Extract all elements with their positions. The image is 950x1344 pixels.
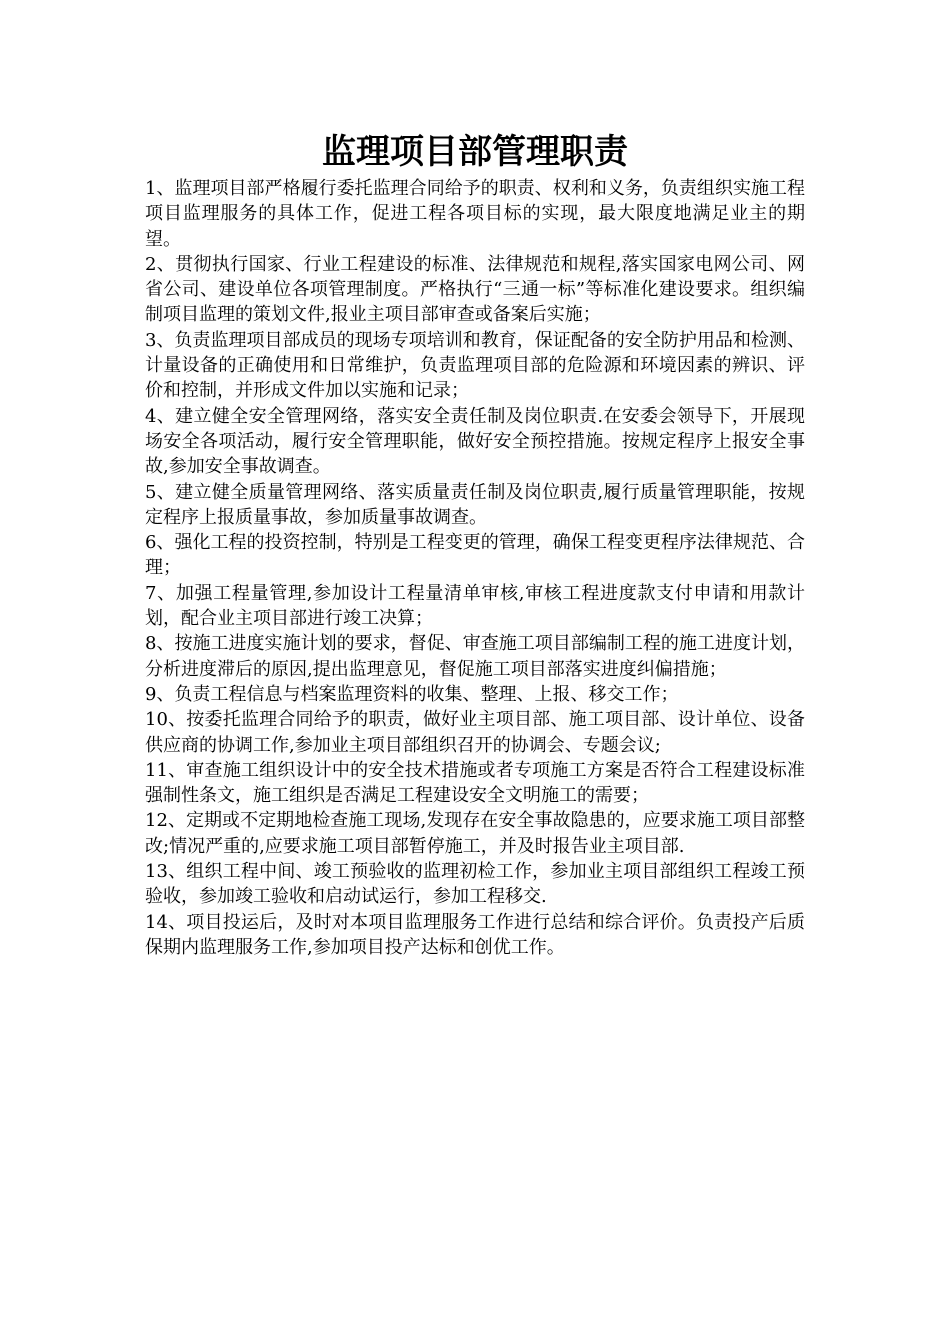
duty-item-13: 13、组织工程中间、竣工预验收的监理初检工作，参加业主项目部组织工程竣工预验收，参加竣工验收和启动试运行，参加工程移交. [145, 861, 805, 908]
duty-item-10: 10、按委托监理合同给予的职责，做好业主项目部、施工项目部、设计单位、设备供应商的协调工作,参加业主项目部组织召开的协调会、专题会议; [145, 709, 805, 756]
duty-item-9: 9、负责工程信息与档案监理资料的收集、整理、上报、移交工作； [145, 683, 679, 705]
duty-item-6: 6、强化工程的投资控制，特别是工程变更的管理，确保工程变更程序法律规范、合理； [145, 532, 805, 579]
duty-item-3: 3、负责监理项目部成员的现场专项培训和教育，保证配备的安全防护用品和检测、计量设备的正确使用和日常维护，负责监理项目部的危险源和环境因素的辨识、评价和控制，并形成文件加以实施和记录； [145, 329, 805, 402]
duty-item-2: 2、贯彻执行国家、行业工程建设的标准、法律规范和规程,落实国家电网公司、网省公司、建设单位各项管理制度。严格执行“三通一标”等标准化建设要求。组织编制项目监理的策划文件,报业主项目部审查或备案后实施； [145, 253, 805, 326]
duty-item-1: 1、监理项目部严格履行委托监理合同给予的职责、权利和义务，负责组织实施工程项目监理服务的具体工作，促进工程各项目标的实现，最大限度地满足业主的期望。 [145, 178, 805, 250]
duty-item-11: 11、审查施工组织设计中的安全技术措施或者专项施工方案是否符合工程建设标准强制性条文，施工组织是否满足工程建设安全文明施工的需要； [145, 759, 805, 807]
duty-item-5: 5、建立健全质量管理网络、落实质量责任制及岗位职责,履行质量管理职能，按规定程序上报质量事故，参加质量事故调查。 [145, 481, 805, 528]
duty-item-7: 7、加强工程量管理,参加设计工程量清单审核,审核工程进度款支付申请和用款计划，配合业主项目部进行竣工决算； [145, 582, 805, 630]
duty-item-8: 8、按施工进度实施计划的要求，督促、审查施工项目部编制工程的施工进度计划，分析进度滞后的原因,提出监理意见，督促施工项目部落实进度纠偏措施； [145, 633, 805, 680]
duty-item-12: 12、定期或不定期地检查施工现场,发现存在安全事故隐患的，应要求施工项目部整改;情况严重的,应要求施工项目部暂停施工，并及时报告业主项目部. [145, 810, 805, 857]
document-body [145, 176, 805, 960]
document-title: 监理项目部管理职责 [322, 132, 628, 172]
duty-item-14: 14、项目投运后，及时对本项目监理服务工作进行总结和综合评价。负责投产后质保期内监理服务工作,参加项目投产达标和创优工作。 [145, 911, 805, 958]
duty-item-4: 4、建立健全安全管理网络，落实安全责任制及岗位职责.在安委会领导下，开展现场安全各项活动，履行安全管理职能，做好安全预控措施。按规定程序上报安全事故,参加安全事故调查。 [145, 405, 805, 478]
